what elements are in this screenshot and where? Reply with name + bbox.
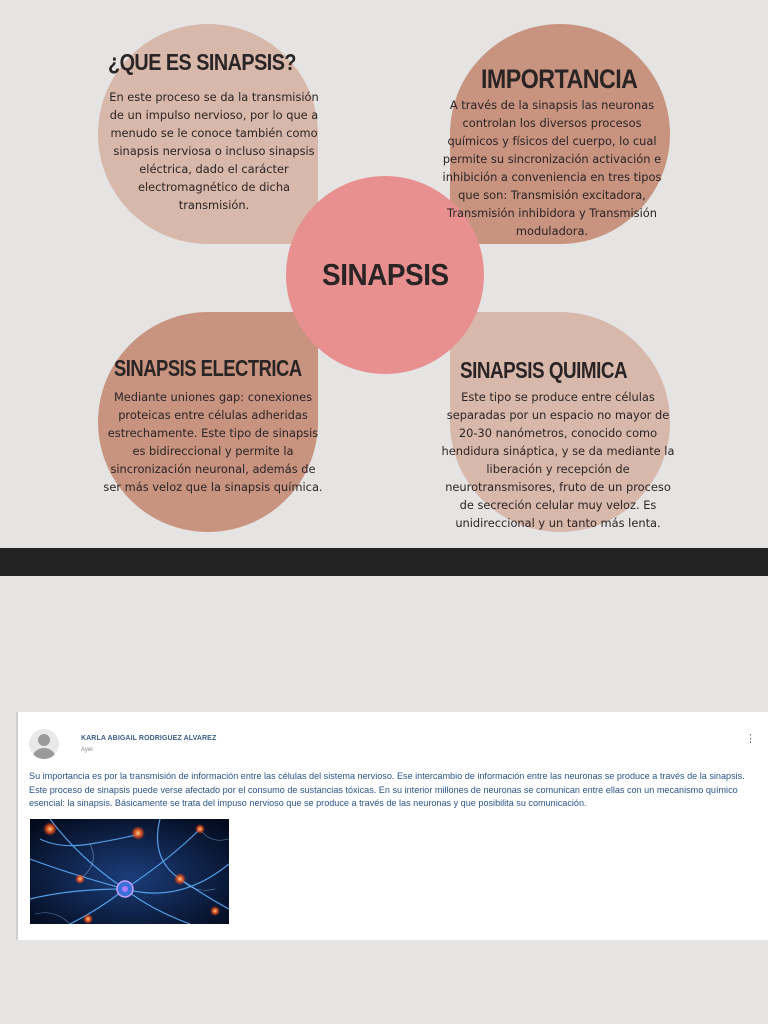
center-title: SINAPSIS [321, 257, 449, 292]
text-line: neurotransmisores, fruto de un proceso [445, 480, 671, 494]
text-line: sinapsis nerviosa o incluso sinapsis [113, 144, 315, 158]
text-line: liberación y recepción de [486, 462, 630, 476]
text-line: sincronización neuronal, además de [110, 462, 316, 476]
text-line: ser más veloz que la sinapsis química. [103, 480, 323, 494]
text-line: unidireccional y un tanto más lenta. [455, 516, 661, 530]
text-line: En este proceso se da la transmisión [109, 90, 319, 104]
person-silhouette-icon [29, 729, 59, 759]
text-line: que son: Transmisión excitadora, [458, 188, 646, 202]
text-line: Este tipo se produce entre células [461, 390, 655, 404]
post-author[interactable]: KARLA ABIGAIL RODRIGUEZ ALVAREZ [81, 735, 217, 742]
electrica-title: SINAPSIS ELECTRICA [114, 355, 302, 381]
text-line: estrechamente. Este tipo de sinapsis [107, 426, 319, 440]
quimica-title: SINAPSIS QUIMICA [460, 357, 628, 383]
neuron-image-icon [30, 819, 229, 924]
importancia-text [440, 96, 664, 240]
text-line: A través de la sinapsis las neuronas [449, 98, 655, 112]
importancia-title: IMPORTANCIA [481, 64, 638, 94]
text-line: hendidura sináptica, y se da mediante la [441, 444, 675, 458]
text-line: moduladora. [515, 224, 589, 238]
text-line: controlan los diversos procesos [462, 116, 642, 130]
que-es-title: ¿QUE ES SINAPSIS? [108, 49, 296, 75]
text-line: químicos y físicos del cuerpo, lo cual [447, 134, 657, 148]
que-es-text [103, 88, 325, 214]
post-timestamp: Ayer [81, 747, 94, 753]
avatar-icon[interactable] [29, 729, 59, 759]
text-line: inhibición a conveniencia en tres tipos [442, 170, 662, 184]
text-line: eléctrica, dado el carácter [139, 162, 289, 176]
quimica-text [440, 388, 676, 532]
text-line: 20-30 nanómetros, conocido como [458, 426, 658, 440]
text-line: Transmisión inhibidora y Transmisión [447, 206, 657, 220]
post-body: Su importancia es por la transmisión de información entre las células del sistema nervioso. Ese intercambio de información entre las neuronas se produce a través de la sinapsis. Este proceso de sinapsis puede verse afectado por el consumo de sustancias tóxicas. En su interior millones de neuronas se comunican entre ellas con un mecanismo químico esencial: la sinapsis. Básicamente se trata del impuso nervioso que se produce a través de las neuronas y que posibilita su comunicación. [29, 771, 745, 809]
text-line: permite su sincronización activación e [442, 152, 662, 166]
dark-divider-band [0, 548, 768, 576]
text-line: es bidireccional y permite la [132, 444, 294, 458]
text-line: menudo se le conoce también como [110, 126, 318, 140]
text-line: separadas por un espacio no mayor de [446, 408, 670, 422]
text-line: de un impulso nervioso, por lo que a [109, 108, 319, 122]
text-line: Mediante uniones gap: conexiones [113, 390, 313, 404]
text-line: transmisión. [178, 198, 250, 212]
post-image-neurons[interactable] [30, 819, 229, 924]
post-card [16, 712, 768, 940]
electrica-text [96, 388, 330, 496]
more-vertical-icon[interactable]: ⋮ [745, 733, 756, 745]
text-line: proteicas entre células adheridas [118, 408, 308, 422]
text-line: electromagnético de dicha [137, 180, 291, 194]
text-line: de secreción celular muy veloz. Es [459, 498, 657, 512]
